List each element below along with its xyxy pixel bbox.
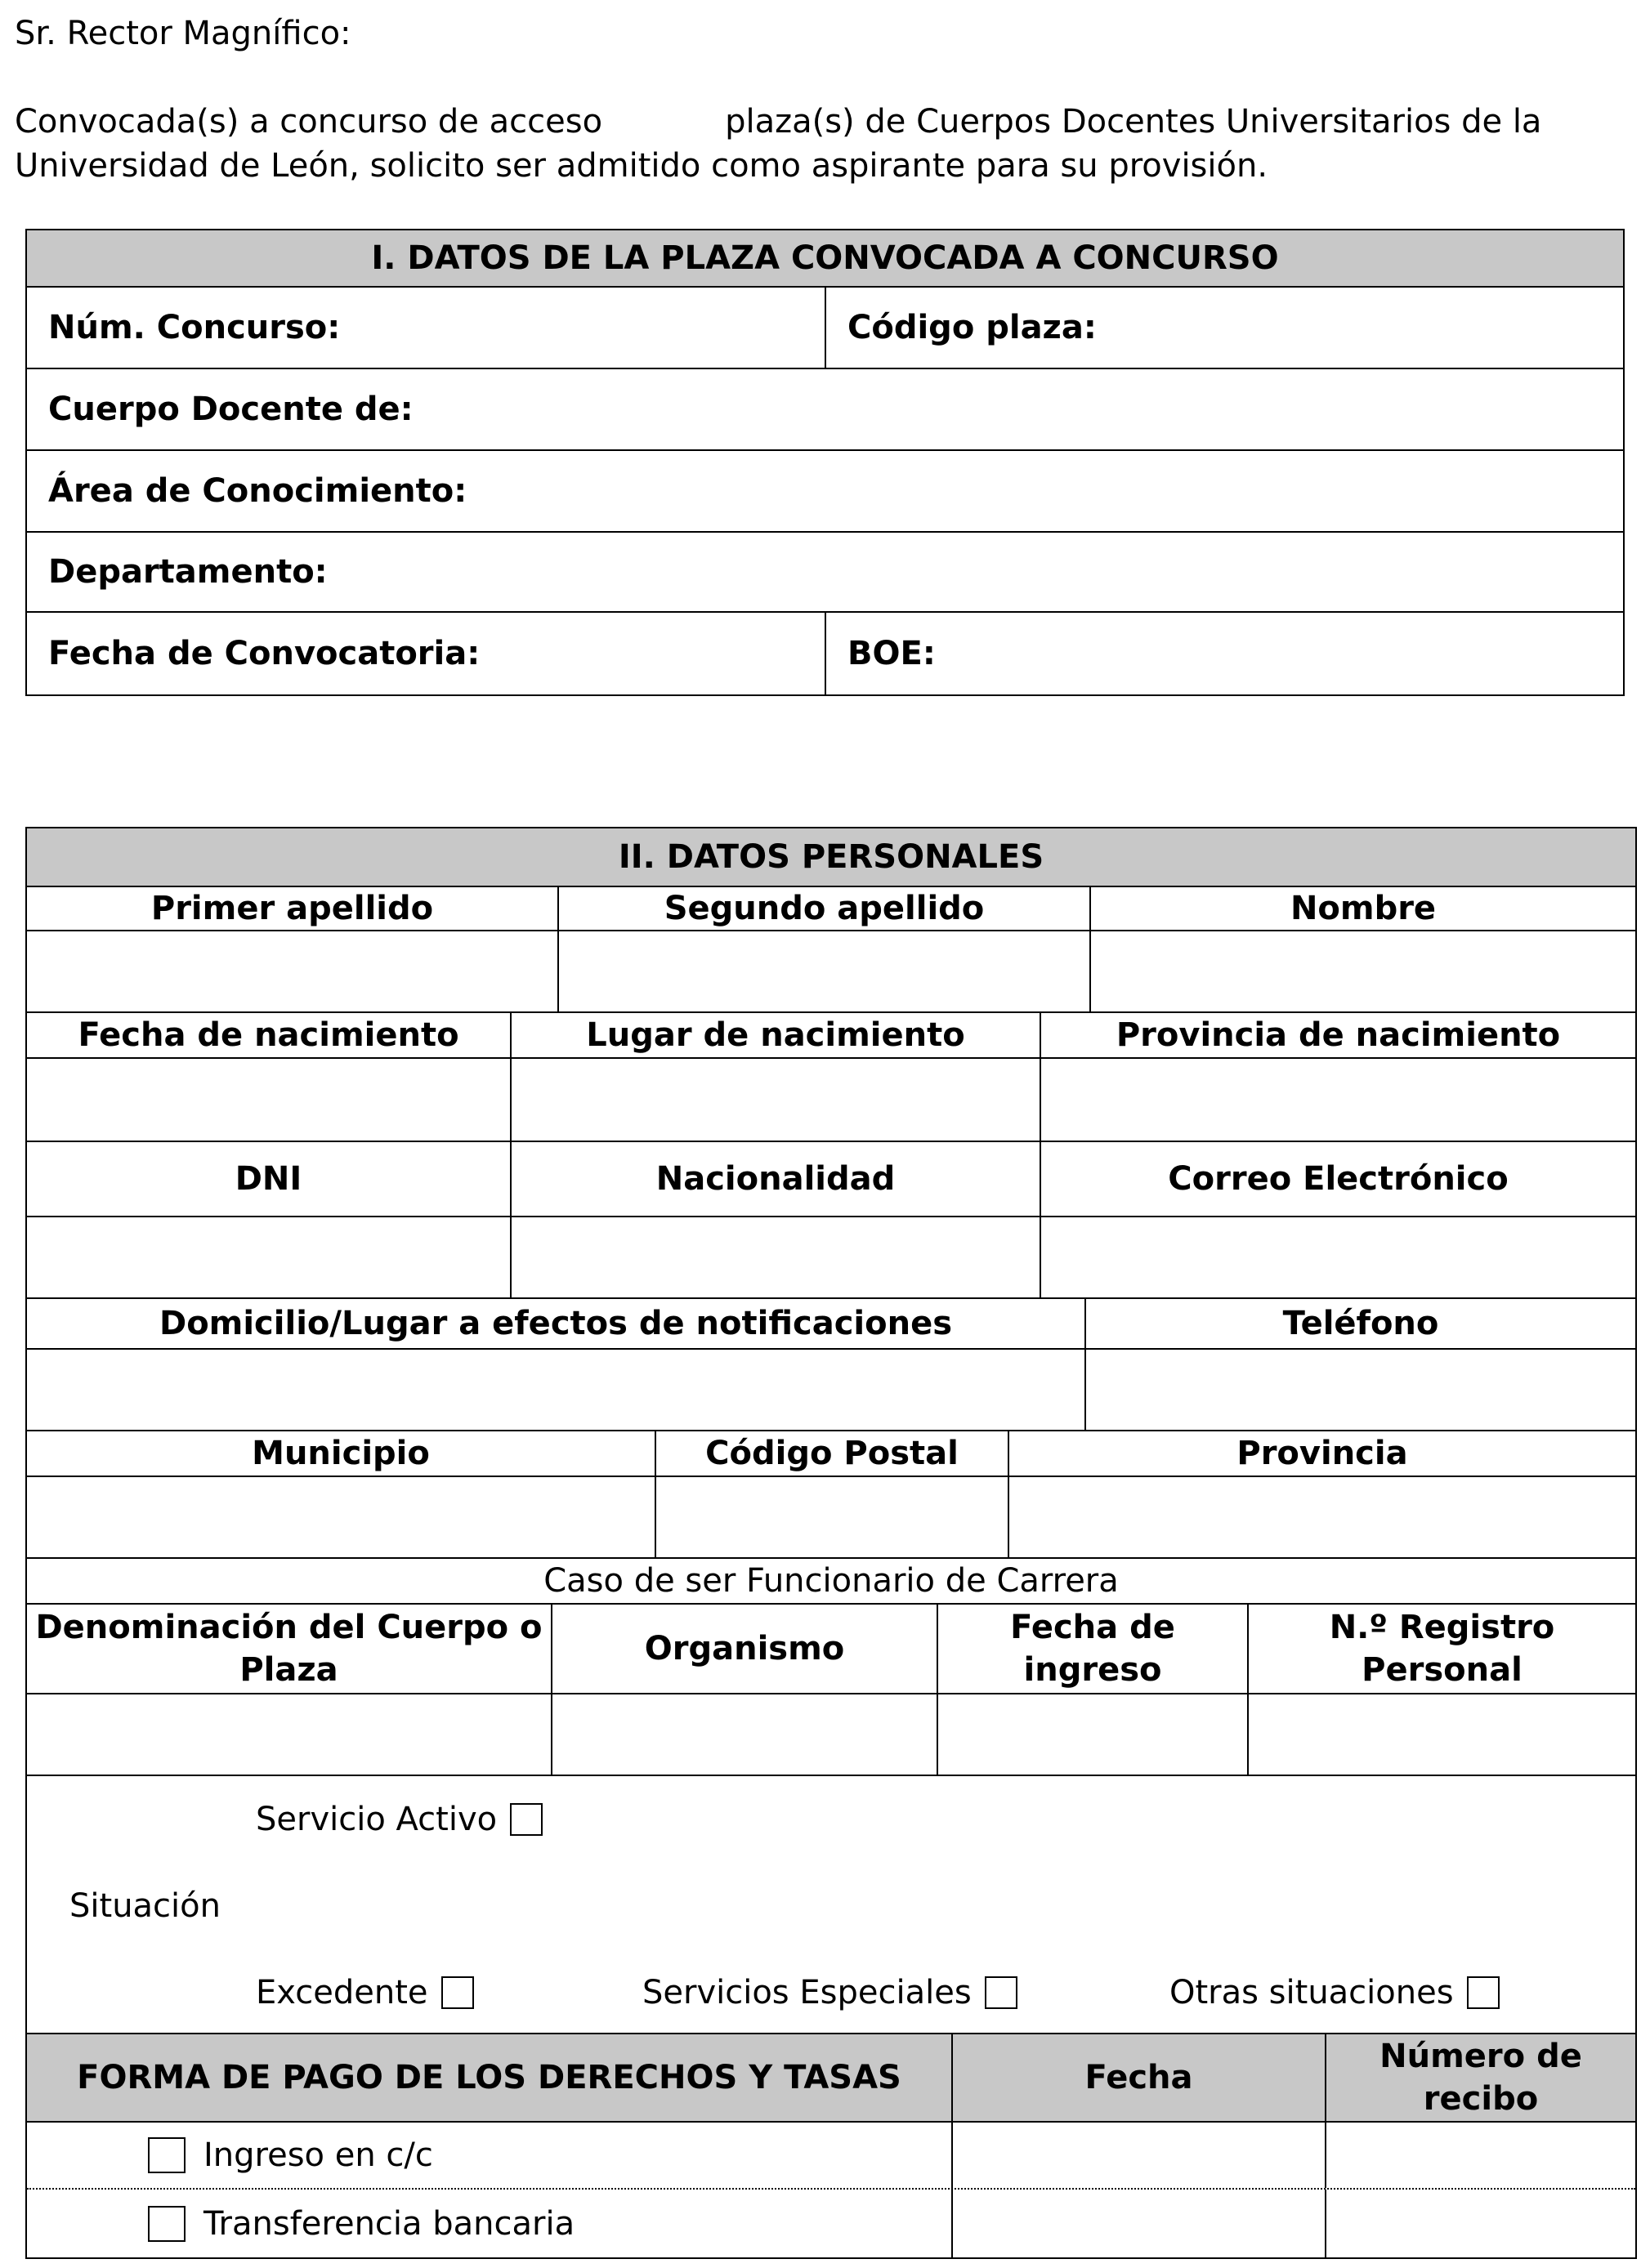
municipio-input[interactable]	[27, 1477, 656, 1557]
payment-fecha-label: Fecha	[953, 2034, 1326, 2121]
nombre-input[interactable]	[1091, 931, 1635, 1011]
row-nacimiento-labels	[27, 1013, 1635, 1059]
transferencia-checkbox[interactable]	[148, 2206, 186, 2242]
fecha-nacimiento-input[interactable]	[27, 1059, 512, 1141]
transferencia-fecha-input[interactable]	[953, 2190, 1326, 2257]
payment-row-transferencia	[27, 2190, 1635, 2257]
fecha-nacimiento-label: Fecha de nacimiento	[27, 1013, 512, 1057]
ingreso-option[interactable]	[27, 2123, 953, 2188]
section-plaza-title: I. DATOS DE LA PLAZA CONVOCADA A CONCURSO	[371, 239, 1279, 277]
nombre-label: Nombre	[1290, 890, 1437, 927]
fecha-ingreso-label: Fecha de ingreso	[938, 1605, 1249, 1693]
section-plaza	[25, 229, 1625, 696]
servicio-activo-option[interactable]	[256, 1801, 543, 1838]
servicios-especiales-label: Servicios Especiales	[642, 1974, 972, 2011]
transferencia-option[interactable]	[27, 2190, 953, 2257]
servicios-especiales-option[interactable]	[642, 1974, 1017, 2011]
fecha-convocatoria-field[interactable]: Fecha de Convocatoria:	[27, 613, 826, 694]
row-apellidos-labels	[27, 887, 1635, 931]
intro-paragraph	[15, 100, 1616, 188]
registro-label: N.º Registro Personal	[1329, 1609, 1555, 1689]
primer-apellido-input[interactable]	[27, 931, 559, 1011]
segundo-apellido-input[interactable]	[559, 931, 1091, 1011]
excedente-option[interactable]	[256, 1974, 474, 2011]
row-situacion	[27, 1776, 1635, 2034]
boe-field[interactable]: BOE:	[847, 635, 936, 672]
denominacion-label: Denominación del Cuerpo o Plaza	[27, 1605, 552, 1693]
row-municipio-inputs	[27, 1477, 1635, 1559]
telefono-input[interactable]	[1086, 1350, 1635, 1430]
row-domicilio-inputs	[27, 1350, 1635, 1431]
lugar-nacimiento-input[interactable]	[512, 1059, 1041, 1141]
ingreso-label: Ingreso en c/c	[203, 2136, 433, 2174]
row-fecha-boe	[27, 613, 1623, 694]
servicio-activo-checkbox[interactable]	[510, 1803, 543, 1836]
primer-apellido-label: Primer apellido	[27, 887, 559, 930]
provincia-nacimiento-input[interactable]	[1041, 1059, 1635, 1141]
segundo-apellido-label: Segundo apellido	[559, 887, 1091, 930]
row-dni-labels	[27, 1142, 1635, 1217]
ingreso-fecha-input[interactable]	[953, 2123, 1326, 2188]
nacionalidad-label: Nacionalidad	[512, 1142, 1041, 1216]
situacion-panel	[27, 1776, 1635, 2033]
intro-part2: plaza(s) de Cuerpos Docentes Universitarios de la Universidad de León, solicito ser admitido como aspirante para su provisión.	[15, 103, 1542, 185]
section-personal	[25, 827, 1637, 2259]
nacionalidad-input[interactable]	[512, 1217, 1041, 1297]
row-funcionario-labels	[27, 1605, 1635, 1694]
excedente-checkbox[interactable]	[441, 1976, 474, 2009]
denominacion-input[interactable]	[27, 1694, 552, 1775]
row-cuerpo	[27, 369, 1623, 451]
row-concurso	[27, 288, 1623, 369]
codigo-postal-label: Código Postal	[656, 1431, 1009, 1476]
ingreso-recibo-input[interactable]	[1326, 2123, 1635, 2188]
row-domicilio-labels	[27, 1299, 1635, 1350]
dni-input[interactable]	[27, 1217, 512, 1297]
lugar-nacimiento-label: Lugar de nacimiento	[512, 1013, 1041, 1057]
correo-input[interactable]	[1041, 1217, 1635, 1297]
codigo-postal-input[interactable]	[656, 1477, 1009, 1557]
telefono-label: Teléfono	[1282, 1305, 1439, 1342]
provincia-nacimiento-label: Provincia de nacimiento	[1116, 1016, 1561, 1054]
payment-recibo-label: Número de recibo	[1379, 2038, 1582, 2118]
registro-input[interactable]	[1249, 1694, 1635, 1775]
payment-header	[27, 2034, 1635, 2123]
departamento-field[interactable]: Departamento:	[48, 553, 328, 591]
situacion-label: Situación	[69, 1887, 221, 1925]
organismo-input[interactable]	[552, 1694, 938, 1775]
correo-label: Correo Electrónico	[1168, 1160, 1509, 1198]
row-departamento	[27, 533, 1623, 613]
provincia-label: Provincia	[1236, 1435, 1408, 1472]
section-plaza-header	[27, 230, 1623, 288]
excedente-label: Excedente	[256, 1974, 428, 2011]
otras-situaciones-option[interactable]	[1169, 1974, 1500, 2011]
ingreso-checkbox[interactable]	[148, 2137, 186, 2173]
fecha-ingreso-input[interactable]	[938, 1694, 1249, 1775]
otras-situaciones-label: Otras situaciones	[1169, 1974, 1454, 2011]
payment-row-ingreso	[27, 2123, 1635, 2190]
row-apellidos-inputs	[27, 931, 1635, 1013]
row-nacimiento-inputs	[27, 1059, 1635, 1142]
section-personal-header	[27, 828, 1635, 887]
organismo-label: Organismo	[552, 1605, 938, 1693]
domicilio-input[interactable]	[27, 1350, 1086, 1430]
payment-title: FORMA DE PAGO DE LOS DERECHOS Y TASAS	[27, 2034, 953, 2121]
greeting: Sr. Rector Magnífico:	[15, 15, 351, 52]
row-funcionario-inputs	[27, 1694, 1635, 1776]
intro-part1: Convocada(s) a concurso de acceso	[15, 103, 603, 141]
row-dni-inputs	[27, 1217, 1635, 1299]
servicio-activo-label: Servicio Activo	[256, 1801, 498, 1838]
servicios-especiales-checkbox[interactable]	[985, 1976, 1017, 2009]
transferencia-label: Transferencia bancaria	[203, 2204, 575, 2243]
dni-label: DNI	[27, 1142, 512, 1216]
row-municipio-labels	[27, 1431, 1635, 1477]
cuerpo-docente-field[interactable]: Cuerpo Docente de:	[48, 391, 414, 428]
otras-situaciones-checkbox[interactable]	[1467, 1976, 1500, 2009]
codigo-plaza-field[interactable]: Código plaza:	[847, 309, 1097, 346]
funcionario-caption: Caso de ser Funcionario de Carrera	[543, 1562, 1119, 1600]
provincia-input[interactable]	[1009, 1477, 1635, 1557]
section-personal-title: II. DATOS PERSONALES	[618, 838, 1044, 876]
domicilio-label: Domicilio/Lugar a efectos de notificaciones	[27, 1299, 1086, 1348]
area-conocimiento-field[interactable]: Área de Conocimiento:	[48, 472, 467, 510]
row-area	[27, 451, 1623, 533]
num-concurso-field[interactable]: Núm. Concurso:	[27, 288, 826, 368]
row-funcionario-caption	[27, 1559, 1635, 1605]
municipio-label: Municipio	[27, 1431, 656, 1476]
transferencia-recibo-input[interactable]	[1326, 2190, 1635, 2257]
